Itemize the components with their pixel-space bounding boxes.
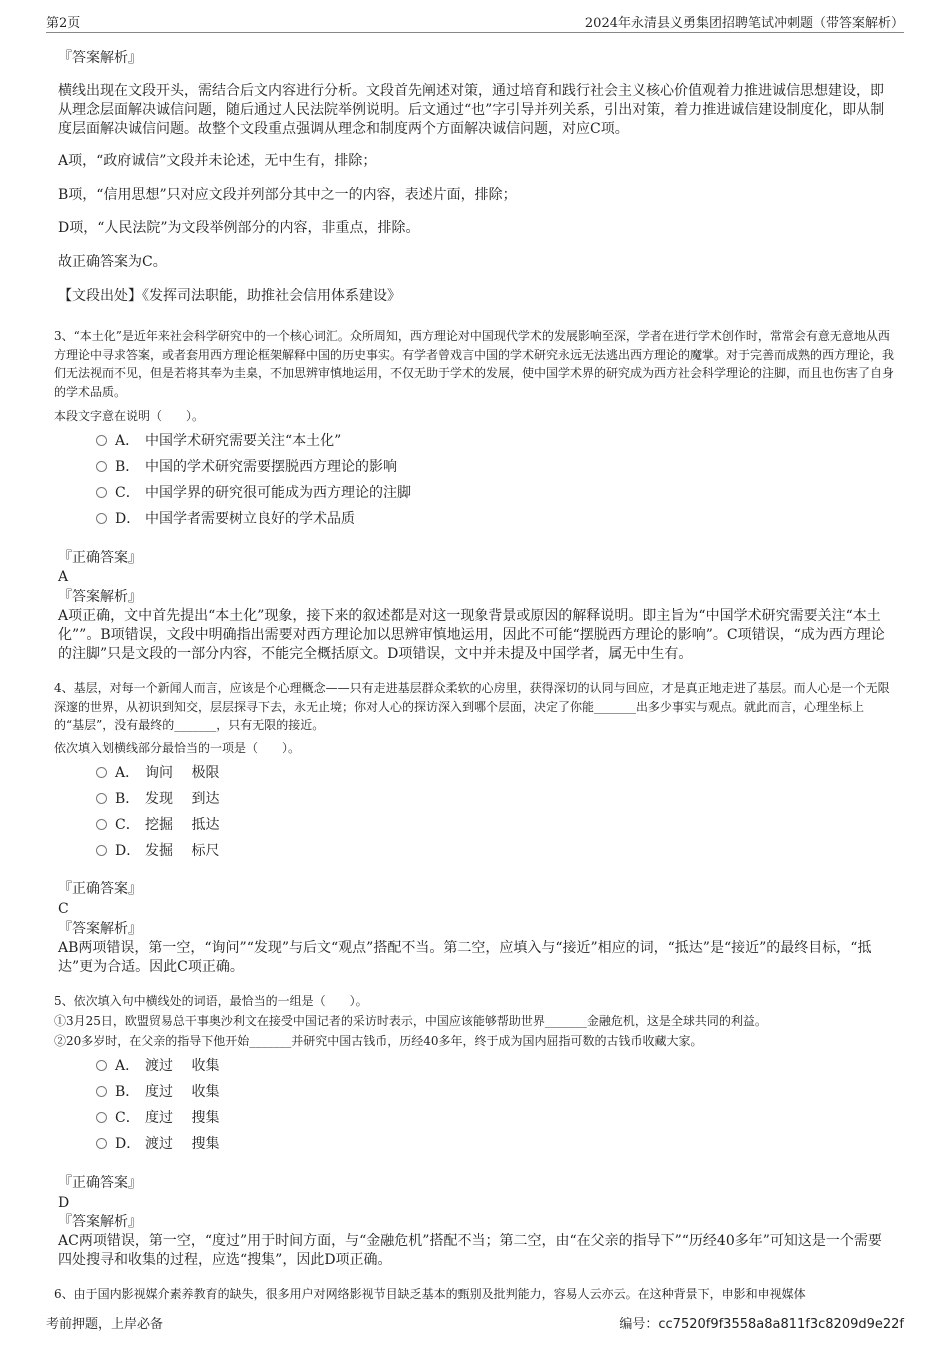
q4-answer: C: [58, 901, 69, 917]
q3-option-d[interactable]: D． 中国学者需要树立良好的学术品质: [96, 508, 355, 528]
q5-sentence-1: ①3月25日，欧盟贸易总干事奥沙利文在接受中国记者的采访时表示，中国应该能够帮助世界_______金融危机，这是全球共同的利益。: [54, 1014, 767, 1028]
q2-analysis-text: 横线出现在文段开头，需结合后文内容进行分析。文段首先阐述对策，通过培育和践行社会主义核心价值观着力推进诚信思想建设，即从理念层面解决诚信问题，随后通过人民法院举例说明。后文通过“也”字引导并列关系，引出对策，着力推进诚信建设制度化，即从制度层面解决诚信问题。故整个文段重点强调从理念和制度两个方面解决诚信问题，对应C项。: [58, 83, 885, 137]
radio-icon[interactable]: [96, 793, 107, 804]
page-header: [46, 12, 904, 33]
q3-option-c[interactable]: C． 中国学界的研究很可能成为西方理论的注脚: [96, 482, 411, 502]
radio-icon[interactable]: [96, 461, 107, 472]
page-number: 第2页: [46, 16, 81, 31]
q3-question: 本段文字意在说明（ ）。: [54, 409, 205, 423]
q5-option-a[interactable]: A． 渡过 收集: [96, 1055, 219, 1075]
q4-answer-heading: 『正确答案』: [58, 881, 142, 897]
radio-icon[interactable]: [96, 767, 107, 778]
radio-icon[interactable]: [96, 1138, 107, 1149]
q5-answer-heading: 『正确答案』: [58, 1175, 142, 1191]
radio-icon[interactable]: [96, 845, 107, 856]
q4-question: 依次填入划横线部分最恰当的一项是（ ）。: [54, 741, 301, 755]
q5-option-b[interactable]: B． 度过 收集: [96, 1081, 219, 1101]
q4-analysis-text: AB两项错误，第一空，“询问”“发现”与后文“观点”搭配不当。第二空，应填入与“接近”相应的词，“抵达”是“接近”的最终目标，“抵达”更为合适。因此C项正确。: [58, 940, 872, 975]
q5-analysis-heading: 『答案解析』: [58, 1214, 142, 1230]
q4-option-b[interactable]: B． 发现 到达: [96, 788, 219, 808]
q4-analysis-heading: 『答案解析』: [58, 921, 142, 937]
q5-answer: D: [58, 1195, 70, 1211]
q4-stem: 4、基层，对每一个新闻人而言，应该是个心理概念——只有走进基层群众柔软的心房里，获得深切的认同与回应，才是真正地走进了基层。而人心是一个无限深邃的世界，从初识到知交，层层探寻下去，永无止境；你对人心的探访深入到哪个层面，决定了你能_______出多少事实与观点。就此而言，心理坐标上的“基层”，没有最终的_______，只有无限的接近。: [54, 681, 890, 732]
radio-icon[interactable]: [96, 1112, 107, 1123]
q2-note-d: D项，“人民法院”为文段举例部分的内容，非重点，排除。: [58, 220, 420, 236]
document-code: 编号：cc7520f9f3558a8a811f3c8209d9e22f: [619, 1317, 904, 1332]
radio-icon[interactable]: [96, 487, 107, 498]
q2-conclusion: 故正确答案为C。: [58, 254, 167, 270]
footer-slogan: 考前押题，上岸必备: [46, 1317, 164, 1332]
q4-option-d[interactable]: D． 发掘 标尺: [96, 840, 219, 860]
q3-option-a[interactable]: A． 中国学术研究需要关注“本土化”: [96, 430, 341, 450]
q3-analysis-text: A项正确，文中首先提出“本土化”现象，接下来的叙述都是对这一现象背景或原因的解释说明。即主旨为“中国学术研究需要关注“本土化””。B项错误，文段中明确指出需要对西方理论加以思辨审慎地运用，因此不可能“摆脱西方理论的影响”。C项错误，“成为西方理论的注脚”只是文段的一部分内容，不能完全概括原文。D项错误，文中并未提及中国学者，属无中生有。: [58, 608, 885, 662]
page-footer: [46, 1313, 904, 1332]
q5-analysis-text: AC两项错误，第一空，“度过”用于时间方面，与“金融危机”搭配不当；第二空，由“在父亲的指导下”“历经40多年”可知这是一个需要四处搜寻和收集的过程，应选“搜集”，因此D项正确。: [58, 1233, 882, 1268]
q2-note-a: A项，“政府诚信”文段并未论述，无中生有，排除；: [58, 153, 377, 169]
q3-option-b[interactable]: B． 中国的学术研究需要摆脱西方理论的影响: [96, 456, 397, 476]
q4-option-a[interactable]: A． 询问 极限: [96, 762, 219, 782]
radio-icon[interactable]: [96, 1086, 107, 1097]
q3-answer: A: [58, 569, 69, 585]
q2-analysis-heading: 『答案解析』: [58, 50, 142, 66]
radio-icon[interactable]: [96, 513, 107, 524]
q5-option-d[interactable]: D． 渡过 搜集: [96, 1133, 219, 1153]
radio-icon[interactable]: [96, 819, 107, 830]
q6-stem: 6、由于国内影视媒介素养教育的缺失，很多用户对网络影视节目缺乏基本的甄别及批判能力，容易人云亦云。在这种背景下，申影和申视媒体: [54, 1287, 806, 1301]
q4-option-c[interactable]: C． 挖掘 抵达: [96, 814, 219, 834]
q2-source: 【文段出处】《发挥司法职能，助推社会信用体系建设》: [58, 288, 401, 304]
radio-icon[interactable]: [96, 1060, 107, 1071]
q3-answer-heading: 『正确答案』: [58, 550, 142, 566]
document-title: 2024年永清县义勇集团招聘笔试冲刺题（带答案解析）: [584, 16, 904, 31]
q2-note-b: B项，“信用思想”只对应文段并列部分其中之一的内容，表述片面，排除；: [58, 187, 517, 203]
q5-stem: 5、依次填入句中横线处的词语，最恰当的一组是（ ）。: [54, 994, 368, 1008]
radio-icon[interactable]: [96, 435, 107, 446]
q3-stem: 3、“本土化”是近年来社会科学研究中的一个核心词汇。众所周知，西方理论对中国现代学术的发展影响至深，学者在进行学术创作时，常常会有意无意地从西方理论中寻求答案，或者套用西方理论框架解释中国的历史事实。有学者曾戏言中国的学术研究永远无法逃出西方理论的魔掌。对于完善而成熟的西方理论，我们无法视而不见，但是若将其奉为圭臬，不加思辨审慎地运用，不仅无助于学术的发展，使中国学术界的研究成为西方社会科学理论的注脚，而且也伤害了自身的学术品质。: [54, 329, 895, 399]
q5-option-c[interactable]: C． 度过 搜集: [96, 1107, 219, 1127]
q5-sentence-2: ②20多岁时，在父亲的指导下他开始_______并研究中国古钱币，历经40多年，终于成为国内屈指可数的古钱币收藏大家。: [54, 1034, 703, 1048]
q3-analysis-heading: 『答案解析』: [58, 589, 142, 605]
